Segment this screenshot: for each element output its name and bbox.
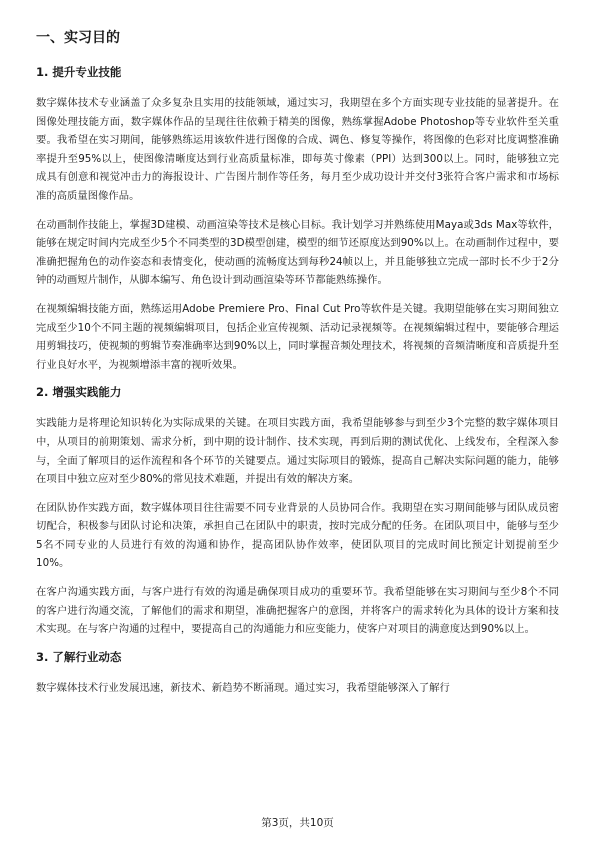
paragraph-2-2: 在团队协作实践方面，数字媒体项目往往需要不同专业背景的人员协同合作。我期望在实习期间能够与团队成员密切配合，积极参与团队讨论和决策，承担自己在团队中的职责，按时完成分配的任务。在团队项目中，能够与至少5名不同专业的人员进行有效的沟通和协作，提高团队协作效率，使团队项目的完成时间比预定计划提前至少10%。: [36, 501, 559, 570]
subsection-heading-2: 2. 增强实践能力: [36, 385, 122, 400]
page-number-footer: 第3页，共10页: [261, 817, 334, 829]
paragraph-2-3: 在客户沟通实践方面，与客户进行有效的沟通是确保项目成功的重要环节。我希望能够在实习期间与至少8个不同的客户进行沟通交流，了解他们的需求和期望，准确把握客户的意图，并将客户的需求转化为具体的设计方案和技术实现。在与客户沟通的过程中，要提高自己的沟通能力和应变能力，使客户对项目的满意度达到90%以上。: [36, 586, 559, 636]
paragraph-1-3: 在视频编辑技能方面，熟练运用Adobe Premiere Pro、Final Cut Pro等软件是关键。我期望能够在实习期间独立完成至少10个不同主题的视频编辑项目，包括企业宣传视频、活动记录视频等。在视频编辑过程中，要能够合理运用剪辑技巧，使视频的剪辑节奏准确率达到90%以上，同时掌握音频处理技术，将视频的音频清晰度和音质提升至行业良好水平，为视频增添丰富的视听效果。: [36, 302, 559, 371]
paragraph-1-2: 在动画制作技能上，掌握3D建模、动画渲染等技术是核心目标。我计划学习并熟练使用Maya或3ds Max等软件，能够在规定时间内完成至少5个不同类型的3D模型创建，模型的细节还原度达到90%以上。在动画制作过程中，要准确把握角色的动作姿态和表情变化，使动画的流畅度达到每秒24帧以上，并且能够独立完成一部时长不少于2分钟的动画短片制作，从脚本编写、角色设计到动画渲染等环节都能熟练操作。: [36, 218, 559, 287]
paragraph-1-1: 数字媒体技术专业涵盖了众多复杂且实用的技能领域，通过实习，我期望在多个方面实现专业技能的显著提升。在图像处理技能方面，数字媒体作品的呈现往往依赖于精美的图像，熟练掌握Adobe Photoshop等专业软件至关重要。我希望在实习期间，能够熟练运用该软件进行图像的合成、调色、修复等操作，将图像的色彩对比度调整准确率提升至95%以上，使图像清晰度达到行业高质量标准，即每英寸像素（PPI）达到300以上。同时，能够独立完成具有创意和视觉冲击力的海报设计、广告图片制作等任务，每月至少成功设计并交付3张符合客户需求和市场标准的高质量图像作品。: [36, 97, 559, 202]
paragraph-2-1: 实践能力是将理论知识转化为实际成果的关键。在项目实践方面，我希望能够参与到至少3个完整的数字媒体项目中，从项目的前期策划、需求分析，到中期的设计制作、技术实现，再到后期的测试优化、上线发布，全程深入参与，全面了解项目的运作流程和各个环节的关键要点。通过实际项目的锻炼，提高自己解决实际问题的能力，能够在项目中独立应对至少80%的常见技术难题，并提出有效的解决方案。: [36, 417, 559, 486]
paragraph-3-1: 数字媒体技术行业发展迅速，新技术、新趋势不断涌现。通过实习，我希望能够深入了解行: [36, 681, 450, 694]
subsection-heading-3: 3. 了解行业动态: [36, 649, 122, 664]
subsection-heading-1: 1. 提升专业技能: [36, 65, 122, 79]
section-title: 一、实习目的: [36, 30, 120, 46]
document-page: [36, 28, 559, 707]
